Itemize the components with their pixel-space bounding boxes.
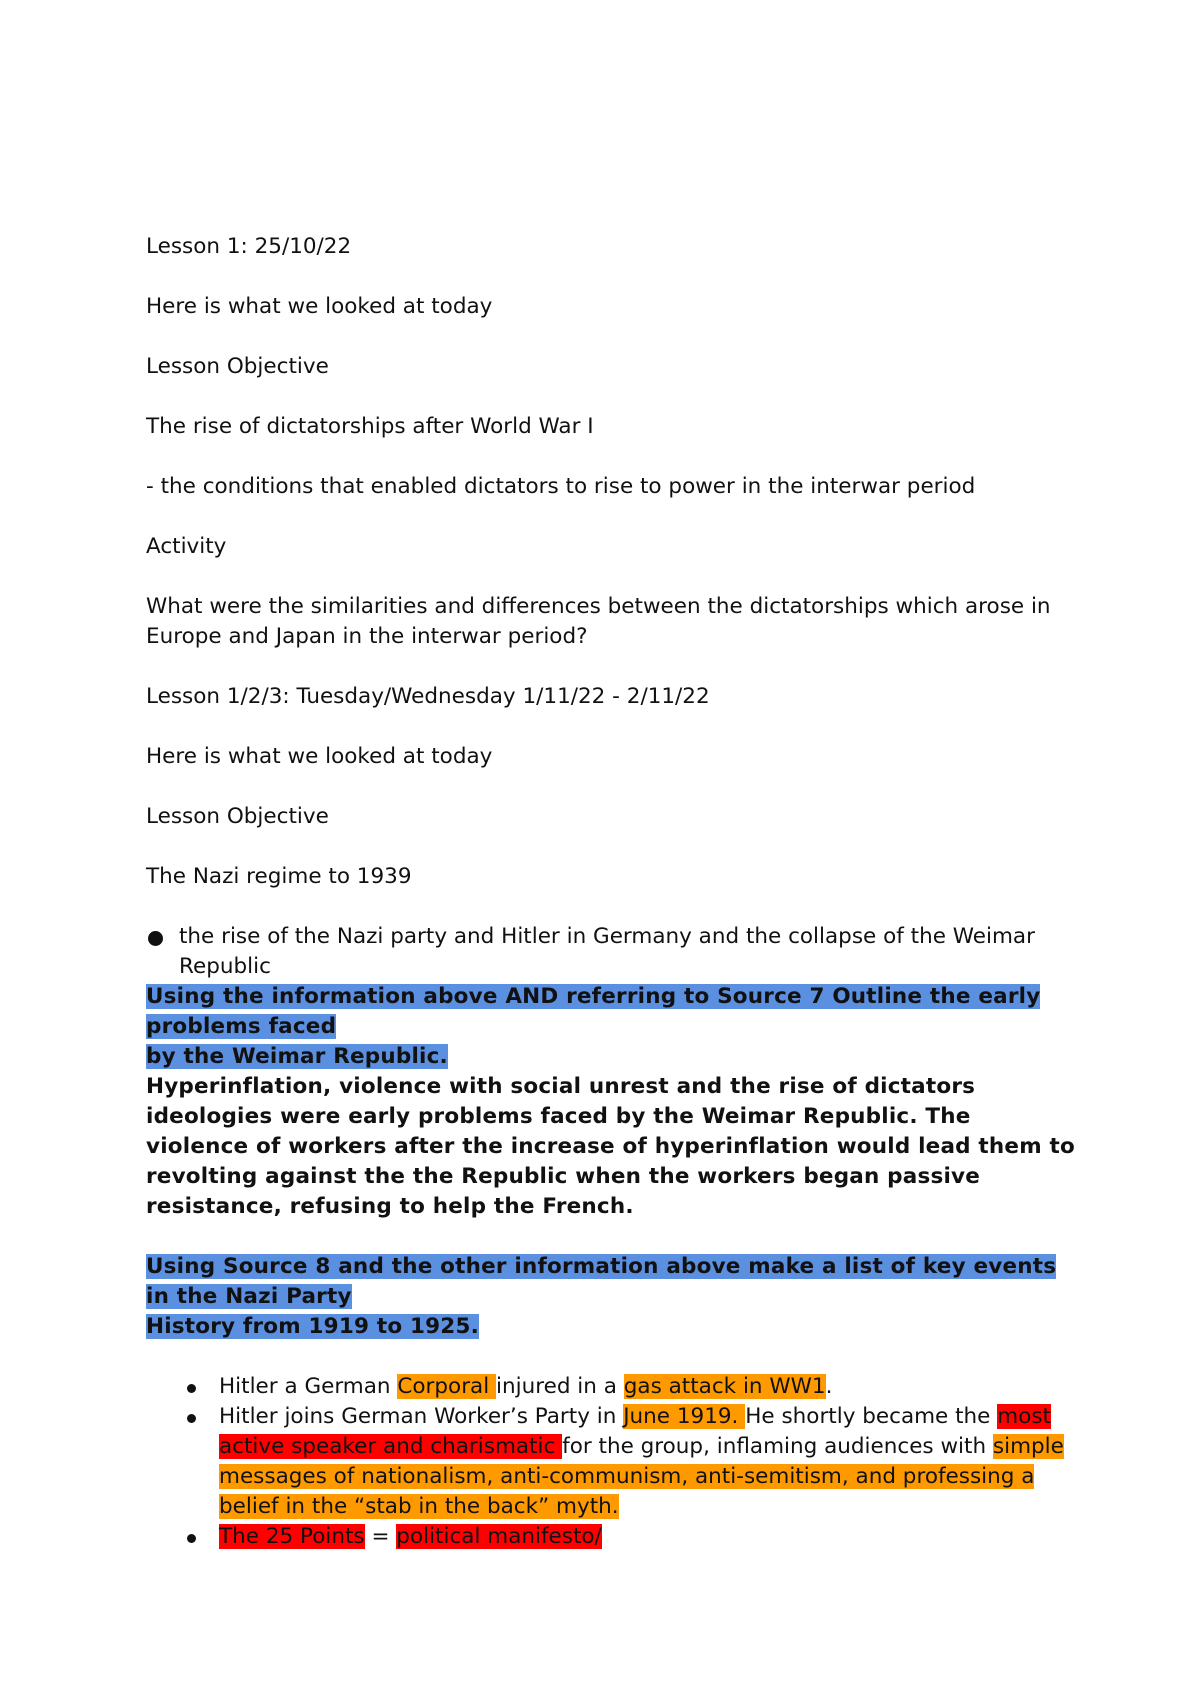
event3-highlight-25-points: The 25 Points	[219, 1524, 365, 1549]
list-bullet-icon	[187, 1414, 196, 1423]
lesson2-objective-topic: The Nazi regime to 1939	[146, 864, 412, 889]
lesson2-intro: Here is what we looked at today	[146, 744, 493, 769]
bullet-dot-icon	[148, 931, 163, 946]
lesson1-objective-topic: The rise of dictatorships after World War I	[146, 414, 594, 439]
event2-highlight-speaker: most active speaker and charismatic	[219, 1404, 1051, 1459]
event1-text-b: injured in a	[496, 1374, 624, 1399]
question1-line2: by the Weimar Republic.	[146, 1044, 448, 1069]
event1-highlight-corporal: Corporal	[397, 1374, 497, 1399]
document-body	[146, 232, 1076, 1552]
event2-highlight-messages: simple messages of nationalism, anti-communism, anti-semitism, and professing a belief in the “stab in the back” myth.	[219, 1434, 1064, 1519]
event2-text-b: He shortly became the	[745, 1404, 998, 1429]
lesson1-objective-label: Lesson Objective	[146, 354, 329, 379]
event2-text-c: for the group, inflaming audiences with	[562, 1434, 993, 1459]
list-bullet-icon	[187, 1384, 196, 1393]
lesson2-heading: Lesson 1/2/3: Tuesday/Wednesday 1/11/22 - 2/11/22	[146, 684, 710, 709]
question1	[146, 982, 1076, 1072]
event-item-3	[219, 1522, 1076, 1552]
event1-text-c: .	[825, 1374, 833, 1399]
event-item-2	[219, 1402, 1076, 1522]
lesson1-activity-question: What were the similarities and differences between the dictatorships which arose in Europe and Japan in the interwar period?	[146, 594, 1051, 649]
event-item-1	[219, 1372, 1076, 1402]
event3-text-equals: =	[364, 1524, 397, 1549]
list-bullet-icon	[187, 1534, 196, 1543]
event2-text-a: Hitler joins German Worker’s Party in	[219, 1404, 624, 1429]
objective-bullet-text: the rise of the Nazi party and Hitler in Germany and the collapse of the Weimar Republic	[179, 924, 1035, 979]
lesson2-objective-label: Lesson Objective	[146, 804, 329, 829]
question2-line1: Using Source 8 and the other information above make a list of key events in the Nazi Party	[146, 1254, 1057, 1309]
event3-highlight-manifesto: political manifesto/	[396, 1524, 602, 1549]
lesson1-objective-point: - the conditions that enabled dictators to rise to power in the interwar period	[146, 474, 976, 499]
question2-line2: History from 1919 to 1925.	[146, 1314, 479, 1339]
answer1: Hyperinflation, violence with social unrest and the rise of dictators ideologies were early problems faced by the Weimar Republic. The violence of workers after the increase of hyperinflation would lead them to revolting against the the Republic when the workers began passive resistance, refusing to help the French.	[146, 1074, 1075, 1219]
key-events-list	[146, 1372, 1076, 1552]
event1-highlight-gas-attack: gas attack in WW1	[623, 1374, 826, 1399]
event1-text-a: Hitler a German	[219, 1374, 398, 1399]
question1-line1: Using the information above AND referring to Source 7 Outline the early problems faced	[146, 984, 1041, 1039]
lesson1-activity-label: Activity	[146, 534, 227, 559]
objective-bullet-item	[146, 922, 1076, 982]
lesson1-heading: Lesson 1: 25/10/22	[146, 234, 352, 259]
event2-highlight-date: June 1919.	[623, 1404, 746, 1429]
question2	[146, 1252, 1076, 1342]
lesson1-intro: Here is what we looked at today	[146, 294, 493, 319]
